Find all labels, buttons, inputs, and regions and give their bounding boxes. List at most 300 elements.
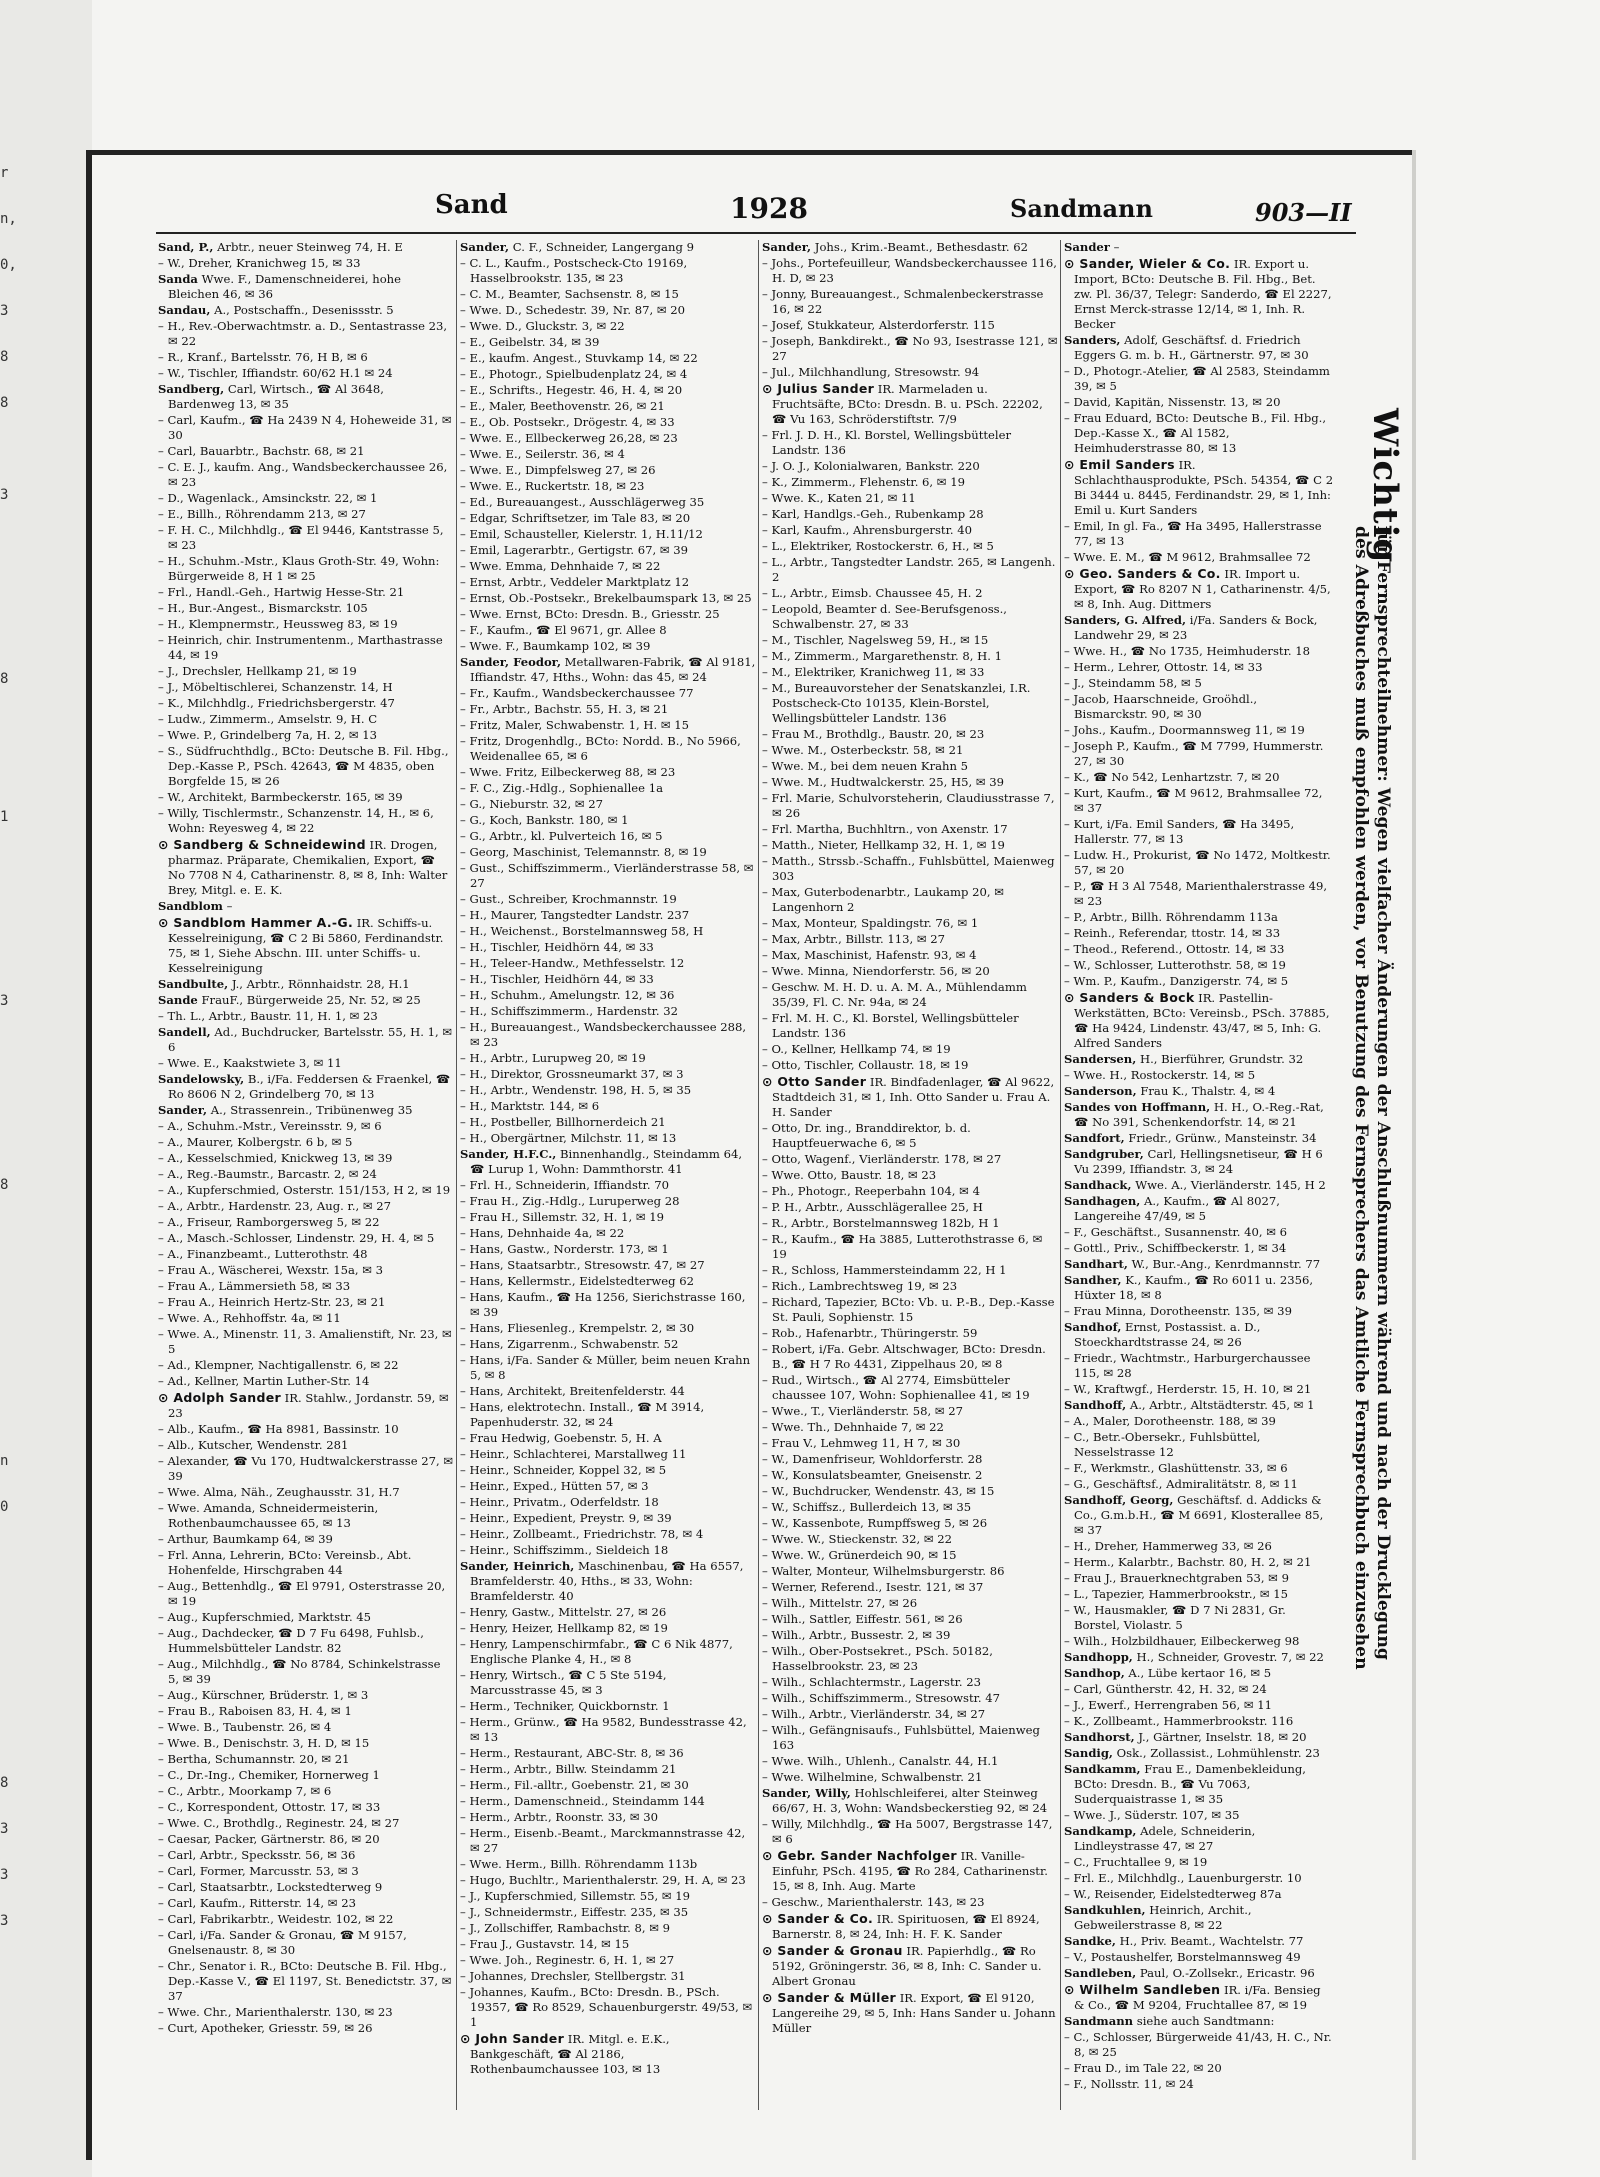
directory-entry [762, 1168, 1058, 1183]
entry-text: – Aug., Milchhdlg., ☎ No 8784, Schinkelstrasse 5, ✉ 39 [158, 1657, 441, 1686]
directory-entry [1064, 457, 1334, 518]
entry-text: FrauF., Bürgerweide 25, Nr. 52, ✉ 25 [201, 993, 421, 1007]
directory-entry [1064, 1414, 1334, 1429]
directory-entry [460, 1810, 756, 1825]
entry-text: – C., Korrespondent, Ottostr. 17, ✉ 33 [158, 1800, 381, 1814]
directory-entry [1064, 1068, 1334, 1083]
directory-entry [460, 655, 756, 685]
entry-text: – Ad., Klempner, Nachtigallenstr. 6, ✉ 22 [158, 1358, 399, 1372]
entry-text: – W., Dreher, Kranichweg 15, ✉ 33 [158, 256, 361, 270]
entry-text: – P. H., Arbtr., Ausschlägerallee 25, H [762, 1200, 983, 1214]
directory-entry [1064, 1257, 1334, 1272]
directory-entry [460, 607, 756, 622]
entry-text: – Wwe. Th., Dehnhaide 7, ✉ 22 [762, 1420, 944, 1434]
directory-entry [158, 680, 454, 695]
directory-entry [460, 1969, 756, 1984]
entry-text: J., Gärtner, Inselstr. 18, ✉ 20 [1138, 1730, 1307, 1744]
entry-text: – Frau H., Sillemstr. 32, H. 1, ✉ 19 [460, 1210, 664, 1224]
directory-entry [1064, 1762, 1334, 1807]
entry-text: – Wilh., Holzbildhauer, Eilbeckerweg 98 [1064, 1634, 1300, 1648]
directory-entry [1064, 1430, 1334, 1460]
directory-entry [1064, 411, 1334, 456]
entry-text: – C., Fruchtallee 9, ✉ 19 [1064, 1855, 1208, 1869]
directory-entry [1064, 256, 1334, 332]
directory-entry [460, 1511, 756, 1526]
entry-text: – David, Kapitän, Nissenstr. 13, ✉ 20 [1064, 395, 1281, 409]
entry-text: – Edgar, Schriftsetzer, im Tale 83, ✉ 20 [460, 511, 691, 525]
directory-entry [762, 1484, 1058, 1499]
directory-entry [460, 797, 756, 812]
entry-text: – Ph., Photogr., Reeperbahn 104, ✉ 4 [762, 1184, 980, 1198]
entry-text: Hohlschleiferei, alter Steinweg 66/67, H. 3, Wohn: Wandsbeckerstieg 92, ✉ 24 [772, 1786, 1048, 1815]
directory-entry [158, 1263, 454, 1278]
entry-text: – Henry, Gastw., Mittelstr. 27, ✉ 26 [460, 1605, 667, 1619]
entry-text: – Wwe. E., Ruckertstr. 18, ✉ 23 [460, 479, 645, 493]
directory-entry [460, 813, 756, 828]
directory-entry [1064, 1194, 1334, 1224]
entry-text: – H., Klempnermstr., Heussweg 83, ✉ 19 [158, 617, 398, 631]
directory-entry [460, 1985, 756, 2030]
directory-entry [1064, 1539, 1334, 1554]
entry-text: – F., Geschäftst., Susannenstr. 40, ✉ 6 [1064, 1225, 1288, 1239]
entry-text: C. F., Schneider, Langergang 9 [512, 240, 694, 254]
directory-entry [460, 892, 756, 907]
directory-entry [158, 1247, 454, 1262]
directory-entry [1064, 566, 1334, 612]
directory-entry [762, 1200, 1058, 1215]
directory-entry [460, 1637, 756, 1667]
directory-entry [762, 1911, 1058, 1942]
directory-entry [460, 256, 756, 286]
directory-entry [460, 1889, 756, 1904]
directory-entry [460, 335, 756, 350]
entry-text: Frau E., Damenbekleidung, BCto: Dresdn. B., ☎ Vu 7063, Suderquaistrasse 1, ✉ 35 [1074, 1762, 1306, 1806]
entry-text: – Frau B., Raboisen 83, H. 4, ✉ 1 [158, 1704, 352, 1718]
directory-entry [762, 1326, 1058, 1341]
directory-entry [158, 1688, 454, 1703]
directory-entry [158, 1657, 454, 1687]
entry-text: – Curt, Apotheker, Griesstr. 59, ✉ 26 [158, 2021, 373, 2035]
entry-text: Osk., Zollassist., Lohmühlenstr. 23 [1116, 1746, 1320, 1760]
directory-entry [762, 507, 1058, 522]
directory-entry [158, 413, 454, 443]
directory-entry [460, 845, 756, 860]
entry-text: – W., Damenfriseur, Wohldorferstr. 28 [762, 1452, 983, 1466]
entry-text: – Willy, Milchhdlg., ☎ Ha 5007, Bergstrasse 147, ✉ 6 [762, 1817, 1053, 1846]
directory-entry [158, 1025, 454, 1055]
entry-text: – Th. L., Arbtr., Baustr. 11, H. 1, ✉ 23 [158, 1009, 378, 1023]
entry-text: – Frau A., Heinrich Hertz-Str. 23, ✉ 21 [158, 1295, 386, 1309]
directory-entry [460, 1099, 756, 1114]
directory-entry [762, 838, 1058, 853]
directory-column-4 [1064, 240, 1334, 2120]
directory-entry [460, 1543, 756, 1558]
entry-text: – G., Nieburstr. 32, ✉ 27 [460, 797, 604, 811]
directory-entry [460, 367, 756, 382]
directory-entry [762, 555, 1058, 585]
directory-entry [1064, 786, 1334, 816]
entry-text: – Ludw. H., Prokurist, ☎ No 1472, Moltkestr. 57, ✉ 20 [1064, 848, 1331, 877]
entry-text: – Emil, Schausteller, Kielerstr. 1, H.11/12 [460, 527, 703, 541]
directory-entry [762, 1548, 1058, 1563]
directory-entry [158, 806, 454, 836]
directory-entry [460, 463, 756, 478]
directory-entry [158, 523, 454, 553]
directory-entry [158, 1485, 454, 1500]
entry-text: – C., Betr.-Obersekr., Fuhlsbüttel, Nesselstrasse 12 [1064, 1430, 1261, 1459]
entry-text: – Herm., Fil.-alltr., Goebenstr. 21, ✉ 30 [460, 1778, 689, 1792]
entry-text: – Frau Minna, Dorotheenstr. 135, ✉ 39 [1064, 1304, 1292, 1318]
entry-name: Sanderson, [1064, 1084, 1137, 1098]
entry-text: – Hans, i/Fa. Sander & Müller, beim neuen Krahn 5, ✉ 8 [460, 1353, 751, 1382]
directory-entry [762, 633, 1058, 648]
directory-entry [762, 1121, 1058, 1151]
directory-entry [158, 585, 454, 600]
entry-text: – Rich., Lambrechtsweg 19, ✉ 23 [762, 1279, 958, 1293]
entry-text: – Frau Eduard, BCto: Deutsche B., Fil. Hbg., Dep.-Kasse X., ☎ Al 1582, Heimhuderstrasse 80, ✉ 13 [1064, 411, 1327, 455]
entry-text: – W., Architekt, Barmbeckerstr. 165, ✉ 39 [158, 790, 403, 804]
entry-text: – Max, Maschinist, Hafenstr. 93, ✉ 4 [762, 948, 977, 962]
directory-entry [1064, 958, 1334, 973]
directory-entry [158, 977, 454, 992]
entry-text: – H., Teleer-Handw., Methfesselstr. 12 [460, 956, 685, 970]
entry-text: – Frau J., Gustavstr. 14, ✉ 15 [460, 1937, 630, 1951]
directory-entry [460, 1699, 756, 1714]
entry-text: – Fr., Arbtr., Bachstr. 55, H. 3, ✉ 21 [460, 702, 669, 716]
directory-entry [460, 1290, 756, 1320]
directory-entry [460, 1431, 756, 1446]
entry-text: – A., Kesselschmied, Knickweg 13, ✉ 39 [158, 1151, 393, 1165]
directory-entry [1064, 1398, 1334, 1413]
directory-entry [460, 908, 756, 923]
directory-entry [158, 1610, 454, 1625]
entry-name: ⊙ Sander, Wieler & Co. [1064, 256, 1231, 271]
entry-text: – Heinr., Schneider, Koppel 32, ✉ 5 [460, 1463, 667, 1477]
entry-text: – Hans, Kaufm., ☎ Ha 1256, Sierichstrasse 160, ✉ 39 [460, 1290, 746, 1319]
directory-entry [1064, 1493, 1334, 1538]
entry-text: – Frl., Handl.-Geh., Hartwig Hesse-Str. 21 [158, 585, 405, 599]
directory-entry [762, 1691, 1058, 1706]
directory-entry [762, 1580, 1058, 1595]
directory-entry [1064, 1225, 1334, 1240]
entry-text: – Heinr., Exped., Hütten 57, ✉ 3 [460, 1479, 649, 1493]
directory-entry [158, 617, 454, 632]
entry-name: Sandelowsky, [158, 1072, 245, 1086]
directory-entry [1064, 1855, 1334, 1870]
entry-text: – H., Direktor, Grossneumarkt 37, ✉ 3 [460, 1067, 684, 1081]
entry-text: – Wwe. W., Stieckenstr. 32, ✉ 22 [762, 1532, 953, 1546]
entry-text: – Otto, Dr. ing., Branddirektor, b. d. Hauptfeuerwache 6, ✉ 5 [762, 1121, 971, 1150]
directory-entry [158, 1532, 454, 1547]
directory-entry [762, 428, 1058, 458]
directory-entry [158, 1438, 454, 1453]
page-right-edge [1412, 150, 1416, 2160]
directory-entry [158, 1135, 454, 1150]
entry-text: – Wwe. E., Kaakstwiete 3, ✉ 11 [158, 1056, 342, 1070]
entry-text: – Alb., Kutscher, Wendenstr. 281 [158, 1438, 349, 1452]
entry-text: – Wwe. Alma, Näh., Zeughausstr. 31, H.7 [158, 1485, 400, 1499]
entry-name: Sandhagen, [1064, 1194, 1141, 1208]
entry-text: – Frl. J. D. H., Kl. Borstel, Wellingsbütteler Landstr. 136 [762, 428, 1011, 457]
entry-text: – E., Billh., Röhrendamm 213, ✉ 27 [158, 507, 366, 521]
directory-entry [762, 1342, 1058, 1372]
entry-text: – C., Arbtr., Moorkamp 7, ✉ 6 [158, 1784, 332, 1798]
entry-text: J., Arbtr., Rönnhaidstr. 28, H.1 [231, 977, 410, 991]
directory-entry [158, 1880, 454, 1895]
entry-text: Adolf, Geschäftsf. d. Friedrich Eggers G. m. b. H., Gärtnerstr. 97, ✉ 30 [1074, 333, 1309, 362]
directory-entry [1064, 1934, 1334, 1949]
entry-text: IR. Import u. Export, ☎ Ro 8207 N 1, Catharinenstr. 4/5, ✉ 8, Inh. Aug. Dittmers [1074, 567, 1331, 611]
entry-text: – Joseph P., Kaufm., ☎ M 7799, Hummerstr. 27, ✉ 30 [1064, 739, 1324, 768]
entry-text: – Wwe. E. M., ☎ M 9612, Brahmsallee 72 [1064, 550, 1311, 564]
directory-entry [1064, 770, 1334, 785]
directory-entry [158, 1183, 454, 1198]
entry-text: – Heinr., Schiffszimm., Sieldeich 18 [460, 1543, 669, 1557]
directory-entry [460, 415, 756, 430]
entry-text: – H., Schuhm.-Mstr., Klaus Groth-Str. 49, Wohn: Bürgerweide 8, H 1 ✉ 25 [158, 554, 440, 583]
directory-entry [158, 240, 454, 255]
entry-text: – A., Maurer, Kolbergstr. 6 b, ✉ 5 [158, 1135, 353, 1149]
directory-entry [158, 1454, 454, 1484]
directory-entry [1064, 1587, 1334, 1602]
directory-entry [460, 1746, 756, 1761]
directory-entry [460, 781, 756, 796]
entry-text: H. H., O.-Reg.-Rat, ☎ No 391, Schenkendorfstr. 14, ✉ 21 [1074, 1100, 1324, 1129]
entry-text: A., Arbtr., Altstädterstr. 45, ✉ 1 [1129, 1398, 1315, 1412]
entry-name: Sandmann [1064, 2014, 1134, 2028]
entry-text: – Max, Monteur, Spaldingstr. 76, ✉ 1 [762, 916, 979, 930]
notice-line-2: des Adreßbuches muß empfohlen werden, vor Benutzung des Fernsprechers das Amtliche Fernsprechbuch einzusehen [1351, 526, 1371, 1670]
directory-entry [460, 1384, 756, 1399]
directory-entry [460, 718, 756, 733]
entry-text: – Matth., Nieter, Hellkamp 32, H. 1, ✉ 19 [762, 838, 1005, 852]
directory-entry [158, 1279, 454, 1294]
directory-entry [1064, 240, 1334, 255]
entry-name: ⊙ John Sander [460, 2031, 565, 2046]
directory-entry [1064, 879, 1334, 909]
entry-text: – W., Hausmakler, ☎ D 7 Ni 2831, Gr. Borstel, Violastr. 5 [1064, 1603, 1286, 1632]
entry-text: – Wwe. Minna, Niendorferstr. 56, ✉ 20 [762, 964, 990, 978]
entry-text: – Frl. H., Schneiderin, Iffiandstr. 70 [460, 1178, 669, 1192]
entry-text: IR. Drogen, pharmaz. Präparate, Chemikalien, Export, ☎ No 7708 N 4, Catharinenstr. 8, ✉ 8, Inh: Walter Brey, Mitgl. e. E. K. [168, 838, 448, 897]
entry-text: Wwe. F., Damenschneiderei, hohe Bleichen 46, ✉ 36 [168, 272, 402, 301]
entry-text: IR. Stahlw., Jordanstr. 59, ✉ 23 [168, 1391, 449, 1420]
entry-text: H., Schneider, Grovestr. 7, ✉ 22 [1136, 1650, 1324, 1664]
entry-text: – H., Tischler, Heidhörn 44, ✉ 33 [460, 972, 654, 986]
entry-text: – L., Arbtr., Eimsb. Chaussee 45, H. 2 [762, 586, 983, 600]
directory-entry [158, 1056, 454, 1071]
entry-text: – Wwe. B., Taubenstr. 26, ✉ 4 [158, 1720, 332, 1734]
directory-entry [158, 1151, 454, 1166]
directory-entry [1064, 1950, 1334, 1965]
directory-entry [1064, 1100, 1334, 1130]
entry-text: – C., Schlosser, Bürgerweide 41/43, H. C., Nr. 8, ✉ 25 [1064, 2030, 1332, 2059]
entry-text: IR. Schiffs-u. Kesselreinigung, ☎ C 2 Bi 5860, Ferdinandstr. 75, ✉ 1, Siehe Abschn. III. unter Schiffs- u. Kesselreinigung [168, 916, 444, 975]
directory-column-2 [460, 240, 756, 2120]
directory-entry [158, 1816, 454, 1831]
directory-entry [158, 1422, 454, 1437]
entry-text: – D., Wagenlack., Amsinckstr. 22, ✉ 1 [158, 491, 378, 505]
entry-text: – H., Arbtr., Lurupweg 20, ✉ 19 [460, 1051, 646, 1065]
entry-text: – O., Kellner, Hellkamp 74, ✉ 19 [762, 1042, 951, 1056]
directory-entry [158, 1072, 454, 1102]
entry-name: Sandfort, [1064, 1131, 1125, 1145]
entry-text: – Gust., Schiffszimmerm., Vierländerstrasse 58, ✉ 27 [460, 861, 754, 890]
directory-entry [762, 1373, 1058, 1403]
directory-entry [1064, 1147, 1334, 1177]
directory-entry [460, 972, 756, 987]
entry-text: – W., Kassenbote, Rumpffsweg 5, ✉ 26 [762, 1516, 988, 1530]
directory-entry [460, 1067, 756, 1082]
directory-entry [1064, 676, 1334, 691]
directory-entry [158, 1327, 454, 1357]
directory-entry [762, 791, 1058, 821]
directory-entry [460, 1463, 756, 1478]
entry-text: – Wilh., Arbtr., Bussestr. 2, ✉ 39 [762, 1628, 951, 1642]
directory-entry [1064, 1746, 1334, 1761]
directory-entry [460, 303, 756, 318]
directory-entry [460, 527, 756, 542]
directory-entry [460, 1226, 756, 1241]
entry-text: W., Bur.-Ang., Kenrdmannstr. 77 [1131, 1257, 1321, 1271]
entry-name: Sanders, [1064, 333, 1121, 347]
entry-text: – Chr., Senator i. R., BCto: Deutsche B. Fil. Hbg., Dep.-Kasse V., ☎ El 1197, St. Benedictstr. 37, ✉ 37 [158, 1959, 452, 2003]
directory-entry [1064, 2030, 1334, 2060]
entry-text: – Frau Hedwig, Goebenstr. 5, H. A [460, 1431, 662, 1445]
entry-text: – W., Schlosser, Lutterothstr. 58, ✉ 19 [1064, 958, 1286, 972]
entry-text: – Wwe. Wilhelmine, Schwalbenstr. 21 [762, 1770, 983, 1784]
entry-name: ⊙ Otto Sander [762, 1074, 867, 1089]
entry-text: – C. M., Beamter, Sachsenstr. 8, ✉ 15 [460, 287, 679, 301]
directory-entry [158, 1548, 454, 1578]
entry-name: Sandell, [158, 1025, 211, 1039]
directory-entry [762, 287, 1058, 317]
entry-name: Sandberg, [158, 382, 225, 396]
entry-text: – H., Rev.-Oberwachtmstr. a. D., Sentastrasse 23, ✉ 22 [158, 319, 448, 348]
directory-entry [1064, 1982, 1334, 2013]
directory-entry [158, 1736, 454, 1751]
entry-text: – H., Obergärtner, Milchstr. 11, ✉ 13 [460, 1131, 677, 1145]
entry-text: – Heinr., Schlachterei, Marstallweg 11 [460, 1447, 687, 1461]
directory-entry [158, 2005, 454, 2020]
entry-text: – Wwe. E., Seilerstr. 36, ✉ 4 [460, 447, 625, 461]
entry-text: – Frau D., im Tale 22, ✉ 20 [1064, 2061, 1222, 2075]
directory-entry [1064, 1903, 1334, 1933]
entry-text: – Frl. Marie, Schulvorsteherin, Claudiusstrasse 7, ✉ 26 [762, 791, 1055, 820]
directory-entry [460, 1337, 756, 1352]
entry-name: ⊙ Sanders & Bock [1064, 990, 1195, 1005]
directory-entry [460, 543, 756, 558]
directory-entry [158, 1768, 454, 1783]
entry-text: – G., Arbtr., kl. Pulverteich 16, ✉ 5 [460, 829, 663, 843]
directory-entry [762, 665, 1058, 680]
directory-entry [460, 702, 756, 717]
entry-text: – R., Kranf., Bartelsstr. 76, H B, ✉ 6 [158, 350, 368, 364]
entry-text: Maschinenbau, ☎ Ha 6557, Bramfelderstr. 40, Hths., ✉ 33, Wohn: Bramfelderstr. 40 [470, 1559, 744, 1603]
entry-name: Sandersen, [1064, 1052, 1137, 1066]
directory-entry [158, 256, 454, 271]
entry-text: – C. L., Kaufm., Postscheck-Cto 19169, Hasselbrookstr. 135, ✉ 23 [460, 256, 688, 285]
entry-text: – Theod., Referend., Ottostr. 14, ✉ 33 [1064, 942, 1285, 956]
entry-text: – Emil, In gl. Fa., ☎ Ha 3495, Hallerstrasse 77, ✉ 13 [1064, 519, 1322, 548]
directory-entry [158, 382, 454, 412]
entry-text: – Fritz, Drogenhdlg., BCto: Nordd. B., No 5966, Weidenallee 65, ✉ 6 [460, 734, 741, 763]
entry-text: – Geschw. M. H. D. u. A. M. A., Mühlendamm 35/39, Fl. C. Nr. 94a, ✉ 24 [762, 980, 1027, 1009]
directory-entry [158, 899, 454, 914]
directory-entry [1064, 1461, 1334, 1476]
entry-text: – Rud., Wirtsch., ☎ Al 2774, Eimsbütteler chaussee 107, Wohn: Sophienallee 41, ✉ 19 [762, 1373, 1030, 1402]
column-rule [1060, 240, 1061, 2110]
entry-text: – Wwe. C., Brothdlg., Reginestr. 24, ✉ 27 [158, 1816, 400, 1830]
directory-entry [158, 1720, 454, 1735]
directory-entry [1064, 1320, 1334, 1350]
directory-entry [158, 1358, 454, 1373]
directory-entry [460, 1210, 756, 1225]
directory-entry [460, 988, 756, 1003]
directory-entry [762, 1295, 1058, 1325]
entry-text: – Carl, Kaufm., Ritterstr. 14, ✉ 23 [158, 1896, 356, 1910]
entry-text: – Frau A., Wäscherei, Wexstr. 15a, ✉ 3 [158, 1263, 384, 1277]
entry-text: – H., Bur.-Angest., Bismarckstr. 105 [158, 601, 368, 615]
entry-name: Sandher, [1064, 1273, 1122, 1287]
header-rule [156, 232, 1356, 234]
directory-entry [158, 319, 454, 349]
directory-entry [460, 956, 756, 971]
entry-text: – Jonny, Bureauangest., Schmalenbeckerstrasse 16, ✉ 22 [762, 287, 1044, 316]
entry-text: – Aug., Bettenhdlg., ☎ El 9791, Osterstrasse 20, ✉ 19 [158, 1579, 446, 1608]
directory-entry [158, 1832, 454, 1847]
entry-text: – A., Friseur, Ramborgersweg 5, ✉ 22 [158, 1215, 380, 1229]
entry-text: – [226, 899, 233, 913]
directory-entry [1064, 692, 1334, 722]
entry-text: – L., Tapezier, Hammerbrookstr., ✉ 15 [1064, 1587, 1289, 1601]
entry-text: – Wwe. Ernst, BCto: Dresdn. B., Griesstr. 25 [460, 607, 720, 621]
entry-text: – Wilh., Schlachtermstr., Lagerstr. 23 [762, 1675, 982, 1689]
entry-text: – Hugo, Buchltr., Marienthalerstr. 29, H. A, ✉ 23 [460, 1873, 746, 1887]
directory-entry [158, 601, 454, 616]
entry-text: – Ernst, Ob.-Postsekr., Brekelbaumspark 13, ✉ 25 [460, 591, 752, 605]
entry-name: Sanda [158, 272, 198, 286]
directory-entry [460, 1083, 756, 1098]
entry-text: A., Lübe kertaor 16, ✉ 5 [1128, 1666, 1272, 1680]
directory-entry [460, 1447, 756, 1462]
entry-text: – Wwe. D., Schedestr. 39, Nr. 87, ✉ 20 [460, 303, 685, 317]
entry-text: Wwe. A., Vierländerstr. 145, H 2 [1135, 1178, 1326, 1192]
directory-entry [460, 591, 756, 606]
directory-entry [1064, 395, 1334, 410]
entry-text: – J., Schneidermstr., Eiffestr. 235, ✉ 35 [460, 1905, 689, 1919]
directory-entry [158, 1912, 454, 1927]
entry-text: – H., Arbtr., Wendenstr. 198, H. 5, ✉ 35 [460, 1083, 692, 1097]
entry-text: – Alexander, ☎ Vu 170, Hudtwalckerstrasse 27, ✉ 39 [158, 1454, 454, 1483]
directory-entry [762, 1058, 1058, 1073]
directory-entry [460, 1778, 756, 1793]
entry-text: – H., Schiffszimmerm., Hardenstr. 32 [460, 1004, 679, 1018]
entry-text: – E., kaufm. Angest., Stuvkamp 14, ✉ 22 [460, 351, 698, 365]
entry-text: – A., Maler, Dorotheenstr. 188, ✉ 39 [1064, 1414, 1276, 1428]
directory-entry [158, 554, 454, 584]
entry-text: – W., Konsulatsbeamter, Gneisenstr. 2 [762, 1468, 983, 1482]
entry-text: – L., Elektriker, Rostockerstr. 6, H., ✉ 5 [762, 539, 994, 553]
entry-name: Sandhof, [1064, 1320, 1122, 1334]
entry-text: – Otto, Wagenf., Vierländerstr. 178, ✉ 27 [762, 1152, 1002, 1166]
entry-text: – Matth., Strssb.-Schaffn., Fuhlsbüttel, Maienweg 303 [762, 854, 1055, 883]
entry-name: Sander, H.F.C., [460, 1147, 557, 1161]
adjacent-page-fragment: r n, 0, 3 8 8 3 8 1 3 8 n 0 8 3 3 3 [0, 165, 17, 1929]
directory-entry [158, 1103, 454, 1118]
entry-name: Sandke, [1064, 1934, 1116, 1948]
directory-entry [1064, 739, 1334, 769]
